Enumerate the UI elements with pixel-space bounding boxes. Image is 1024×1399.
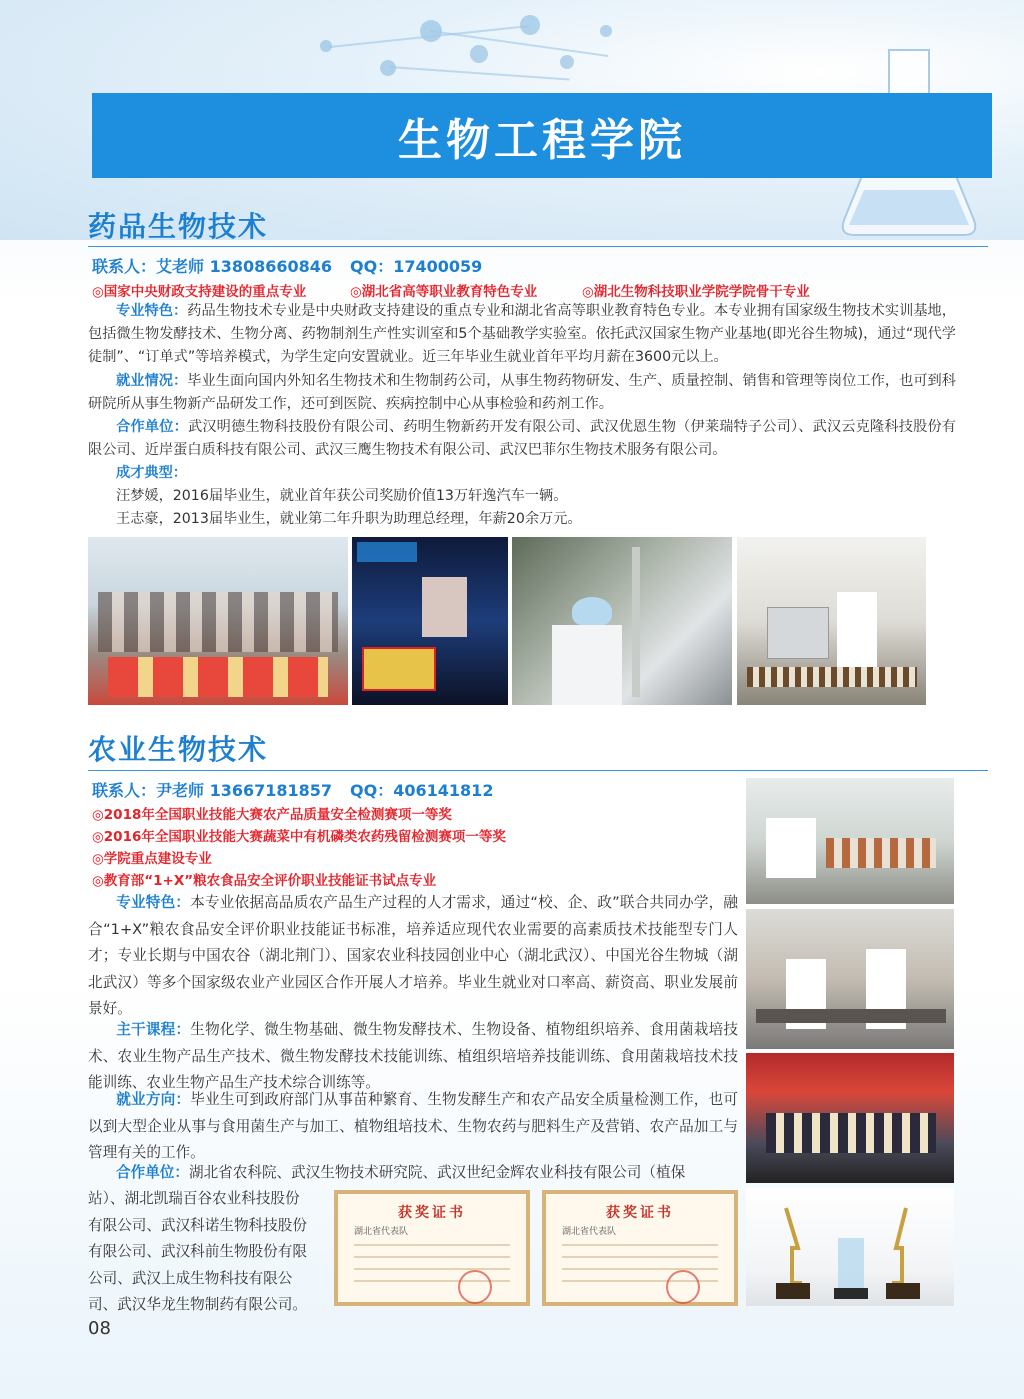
agri-lab-photo-2 bbox=[746, 909, 954, 1049]
section1-feature bbox=[88, 300, 956, 369]
certificate-2 bbox=[542, 1190, 738, 1306]
section1-feature-text: 药品生物技术专业是中央财政支持建设的重点专业和湖北省高等职业教育特色专业。本专业拥有国家级生物技术实训基地，包括微生物发酵技术、生物分离、药物制剂生产性实训室和5个基础教学实验室。依托武汉国家生物产业基地(即光谷生物城)，通过“现代学徒制”、“订单式”等培养模式，为学生定向安置就业。近三年毕业生就业首年平均月薪在3600元以上。 bbox=[88, 303, 956, 365]
award-ceremony-photo bbox=[352, 537, 508, 705]
section2-partners-line-5: 司、武汉华龙生物制药有限公司。 bbox=[88, 1296, 307, 1313]
section1-partners bbox=[88, 416, 956, 462]
section1-partners-label: 合作单位： bbox=[116, 419, 188, 435]
section2-direction-text: 毕业生可到政府部门从事苗种繁育、生物发酵生产和农产品安全质量检测工作，也可以到大型企业从事与食用菌生产与加工、植物组培技术、生物农药与肥料生产及营销、农产品加工与管理有关的工作。 bbox=[88, 1091, 738, 1161]
section1-badge-3: ◎湖北生物科技职业学院学院骨干专业 bbox=[582, 284, 810, 300]
section1-talent-item-1: 汪梦媛，2016届毕业生，就业首年获公司奖励价值13万轩逸汽车一辆。 bbox=[116, 488, 568, 504]
section2-title: 农业生物技术 bbox=[88, 733, 269, 766]
section2-badge-1: ◎2018年全国职业技能大赛农产品质量安全检测赛项一等奖 bbox=[92, 807, 452, 823]
section2-partners-line-3: 有限公司、武汉科前生物股份有限 bbox=[88, 1243, 307, 1260]
section1-employment-label: 就业情况： bbox=[116, 373, 188, 389]
section2-courses-text: 生物化学、微生物基础、微生物发酵技术、生物设备、植物组织培养、食用菌栽培技术、农业生物产品生产技术、微生物发酵技术技能训练、植组织培培养技能训练、食用菌栽培技术技能训练、农业生物产品生产技术综合训练等。 bbox=[88, 1021, 738, 1091]
page-title: 生物工程学院 bbox=[398, 114, 686, 166]
section2-contact-qq: QQ：406141812 bbox=[350, 781, 494, 800]
section1-partners-text: 武汉明德生物科技股份有限公司、药明生物新药开发有限公司、武汉优恩生物（伊莱瑞特子公司）、武汉云克隆科技股份有限公司、近岸蛋白质科技有限公司、武汉三鹰生物技术有限公司、武汉巴菲尔生物技术服务有限公司。 bbox=[88, 419, 956, 458]
trophy-icon bbox=[746, 1188, 954, 1306]
section2-contact-teacher: 联系人：尹老师 13667181857 bbox=[92, 781, 333, 800]
lab-analysis-photo bbox=[737, 537, 926, 705]
page-title-band bbox=[92, 93, 992, 178]
section2-badge-4: ◎教育部“1+X”粮农食品安全评价职业技能证书试点专业 bbox=[92, 873, 437, 889]
section2-courses bbox=[88, 1017, 738, 1097]
section2-partners-continued bbox=[88, 1186, 328, 1319]
agri-lab-photo-1 bbox=[746, 778, 954, 904]
section1-title: 药品生物技术 bbox=[88, 210, 269, 243]
section2-feature bbox=[88, 890, 738, 1023]
section1-contact bbox=[92, 254, 482, 277]
section1-badge-1: ◎国家中央财政支持建设的重点专业 bbox=[92, 284, 307, 300]
student-group-photo bbox=[88, 537, 348, 705]
section1-contact-teacher: 联系人：艾老师 13808660846 bbox=[92, 257, 333, 276]
section1-employment-text: 毕业生面向国内外知名生物技术和生物制药公司，从事生物药物研发、生产、质量控制、销售和管理等岗位工作，也可到科研院所从事生物新产品研发工作，还可到医院、疾病控制中心从事检验和药剂工作。 bbox=[88, 373, 956, 412]
certificate-2-title: 获奖证书 bbox=[606, 1205, 674, 1221]
section2-partners-line-2: 有限公司、武汉科诺生物科技股份 bbox=[88, 1216, 307, 1234]
certificate-2-team: 湖北省代表队 bbox=[562, 1227, 617, 1237]
lab-fermentation-photo bbox=[512, 537, 732, 705]
section1-contact-qq: QQ：17400059 bbox=[350, 257, 483, 276]
section1-feature-label: 专业特色： bbox=[116, 303, 188, 319]
section2-partners-line-1: 站）、湖北凯瑞百谷农业科技股份 bbox=[88, 1190, 300, 1207]
section2-direction bbox=[88, 1087, 738, 1167]
certificate-1 bbox=[334, 1190, 530, 1306]
section1-divider bbox=[88, 246, 988, 247]
trophies-photo bbox=[746, 1188, 954, 1306]
section2-partners bbox=[88, 1160, 743, 1187]
section1-talent-label: 成才典型： bbox=[116, 465, 187, 481]
section2-contact bbox=[92, 778, 493, 801]
certificate-1-team: 湖北省代表队 bbox=[354, 1227, 409, 1237]
section2-partners-line-4: 公司、武汉上成生物科技有限公 bbox=[88, 1269, 293, 1287]
section1-talent bbox=[88, 462, 956, 531]
section1-badge-2: ◎湖北省高等职业教育特色专业 bbox=[350, 284, 538, 300]
section2-badge-3: ◎学院重点建设专业 bbox=[92, 851, 212, 867]
certificate-1-title: 获奖证书 bbox=[398, 1205, 466, 1221]
section2-partners-label: 合作单位： bbox=[116, 1164, 189, 1181]
award-stage-photo bbox=[746, 1053, 954, 1183]
section2-direction-label: 就业方向： bbox=[116, 1091, 191, 1108]
section2-feature-text: 本专业依据高品质农产品生产过程的人才需求，通过“校、企、政”联合共同办学，融合“1+X”粮农食品安全评价职业技能证书标准，培养适应现代农业需要的高素质技术技能型专门人才；专业长期与中国农谷（湖北荆门）、国家农业科技园创业中心（湖北武汉）、中国光谷生物城（湖北武汉）等多个国家级农业产业园区合作开展人才培养。毕业生就业对口率高、薪资高、职业发展前景好。 bbox=[88, 894, 738, 1017]
section1-employment bbox=[88, 370, 956, 416]
section2-badge-2: ◎2016年全国职业技能大赛蔬菜中有机磷类农药残留检测赛项一等奖 bbox=[92, 829, 506, 845]
page-number: 08 bbox=[88, 1318, 111, 1339]
section1-talent-item-2: 王志豪，2013届毕业生，就业第二年升职为助理总经理，年薪20余万元。 bbox=[116, 511, 582, 527]
section2-divider bbox=[88, 770, 988, 771]
section2-feature-label: 专业特色： bbox=[116, 894, 191, 911]
section2-courses-label: 主干课程： bbox=[116, 1021, 191, 1038]
section2-partners-text-wide: 湖北省农科院、武汉生物技术研究院、武汉世纪金辉农业科技有限公司（植保 bbox=[188, 1164, 686, 1181]
